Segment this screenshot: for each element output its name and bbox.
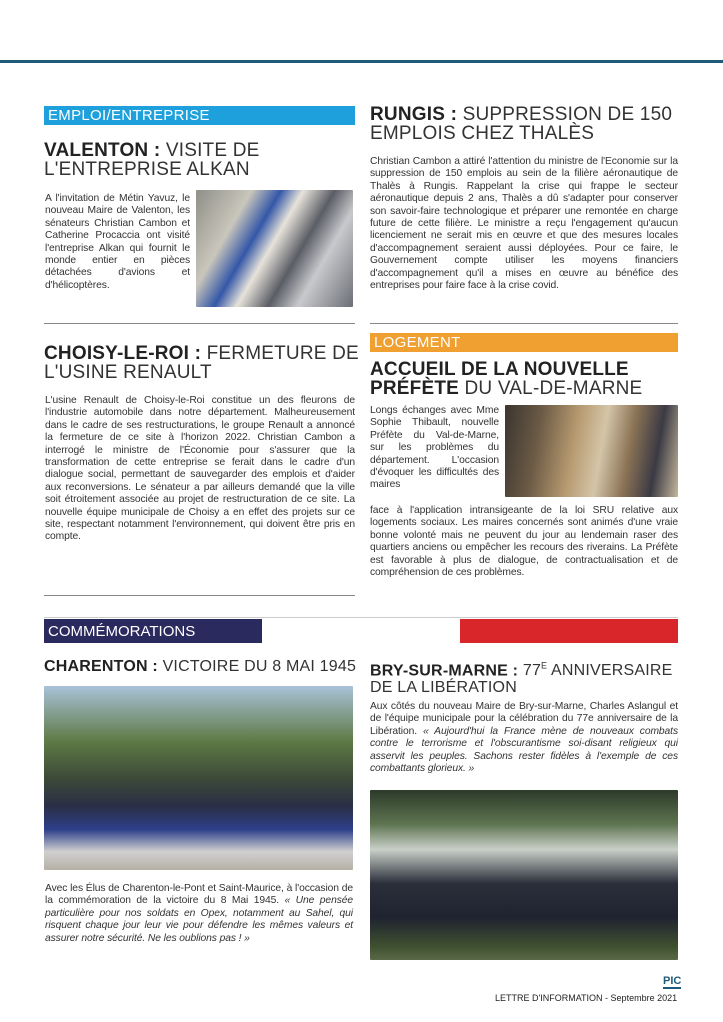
section-banner-emploi: EMPLOI/ENTREPRISE xyxy=(44,106,355,125)
prefete-photo xyxy=(505,405,678,497)
charenton-text-plain: Avec les Élus de Charenton-le-Pont et Saint-Maurice, à l'occasion de la commémoration de la victoire du 8 Mai 1945. xyxy=(45,883,353,907)
flag-red xyxy=(460,619,678,643)
title-number: 77 xyxy=(522,662,542,680)
bry-text xyxy=(370,701,678,775)
title-light: DU VAL-DE-MARNE xyxy=(464,378,643,399)
divider xyxy=(44,323,355,324)
title-light: VICTOIRE DU 8 MAI 1945 xyxy=(162,658,357,675)
title-bold: VALENTON : xyxy=(44,140,161,161)
title-bold: ACCUEIL DE LA NOUVELLE PRÉFÈTE xyxy=(370,359,629,399)
charenton-text xyxy=(45,883,353,945)
title-bold: CHARENTON : xyxy=(44,658,158,675)
bry-quote: « Aujourd'hui la France mène de nouveaux combats contre le terrorisme et l'obscurantisme soi-disant religieux qui asservit les peuples. Sachons rester fidèles à l'exemple de ces combattants glorieux. » xyxy=(370,725,678,775)
valenton-text: A l'invitation de Métin Yavuz, le nouveau Maire de Valenton, les sénateurs Christian Cambon et Catherine Procaccia ont visité l'entreprise Alkan qui fournit le monde entier en pièces détachées d'avions et d'hélicoptères. xyxy=(45,193,190,291)
valenton-photo xyxy=(196,190,353,307)
footer-logo: PIC xyxy=(663,975,682,987)
bry-photo xyxy=(370,790,678,960)
title-bold: RUNGIS : xyxy=(370,104,458,125)
bry-title xyxy=(370,658,685,696)
title-light: SUPPRESSION DE 150 EMPLOIS CHEZ THALÈS xyxy=(370,104,673,144)
flag-white xyxy=(262,619,460,643)
prefete-text-wrap: Longs échanges avec Mme Sophie Thibault, nouvelle Préfète du Val-de-Marne, sur les problèmes du département. L'occasion d'évoquer les difficultés des maires xyxy=(370,405,499,491)
prefete-text-full: face à l'application intransigeante de la loi SRU relative aux logements sociaux. Les maires concernés sont animés d'une vraie bonne volonté mais ne peuvent du jour au lendemain raser des quartiers anciens ou empêcher les recours des riverains. La Préfète est favorable à plus de dialogue, de contractualisation et de compréhension de ces problèmes. xyxy=(370,505,678,579)
rungis-text: Christian Cambon a attiré l'attention du ministre de l'Economie sur la suppression de 150 emplois au sein de la filière aéronautique de Thalès à Rungis. Rappelant la crise qui frappe le secteur aéronautique depuis 2 ans, Thalès a dû s'adapter pour conserver son savoir-faire technologique et préparer une remontée en charge future de cette filière. Le ministre a reçu l'engagement qu'aucun licenciement ne serait mis en œuvre et que des mesures locales d'accompagnement seraient aussi déployées. Pour ce faire, le Gouvernement compte utiliser les moyens financiers d'accompagnement qu'il a mises en œuvre au bénéfice des entreprises pour faire face à la crise covid. xyxy=(370,156,678,292)
title-light: FERMETURE DE L'USINE RENAULT xyxy=(44,343,359,383)
title-bold: CHOISY-LE-ROI : xyxy=(44,343,202,364)
divider xyxy=(370,323,678,324)
title-light: VISITE DE L'ENTREPRISE ALKAN xyxy=(44,140,260,180)
footer-text: LETTRE D'INFORMATION - Septembre 2021 xyxy=(495,993,678,1003)
title-light-text: ANNIVERSAIRE DE LA LIBÉRATION xyxy=(370,662,673,697)
charenton-quote: « Une pensée particulière pour nos soldats en Opex, notamment au Sahel, qui risquent chaque jour leur vie pour défendre les mêmes valeurs et assurer notre sécurité. Ne les oublions pas ! » xyxy=(45,895,353,944)
rungis-title xyxy=(370,105,680,143)
choisy-text: L'usine Renault de Choisy-le-Roi constitue un des fleurons de l'industrie automobile dans notre département. Malheureusement dans le cadre de ses restructurations, le groupe Renault a annoncé la fermeture de ce site à l'horizon 2022. Christian Cambon a interrogé le ministre de l'Économie pour s'assurer que la transformation de cette entreprise se ferait dans le cadre d'un dialogue social, permettant de sauvegarder des emplois et d'aider aux reconversions. Le sénateur a par ailleurs demandé que la ville soit étroitement associée au projet de restructuration de ce site. La nouvelle équipe municipale de Choisy a en effet des projets sur ce site, respectant notamment l'environnement, qui doivent être pris en compte. xyxy=(45,395,355,543)
section-banner-commemorations: COMMÉMORATIONS xyxy=(44,619,262,643)
section-banner-logement: LOGEMENT xyxy=(370,333,678,352)
divider xyxy=(44,617,678,618)
title-bold: BRY-SUR-MARNE : xyxy=(370,662,519,680)
valenton-title xyxy=(44,141,364,179)
bry-text-plain: Aux côtés du nouveau Maire de Bry-sur-Marne, Charles Aslangul et de l'équipe municipale pour la célébration du 77e anniversaire de la Libération. xyxy=(370,701,678,737)
charenton-photo xyxy=(44,686,353,870)
flag-banner xyxy=(44,619,678,643)
top-rule xyxy=(0,60,723,63)
prefete-title xyxy=(370,360,680,398)
title-sup: E xyxy=(541,661,548,671)
divider xyxy=(44,595,355,596)
charenton-title xyxy=(44,657,364,676)
choisy-title xyxy=(44,344,364,382)
